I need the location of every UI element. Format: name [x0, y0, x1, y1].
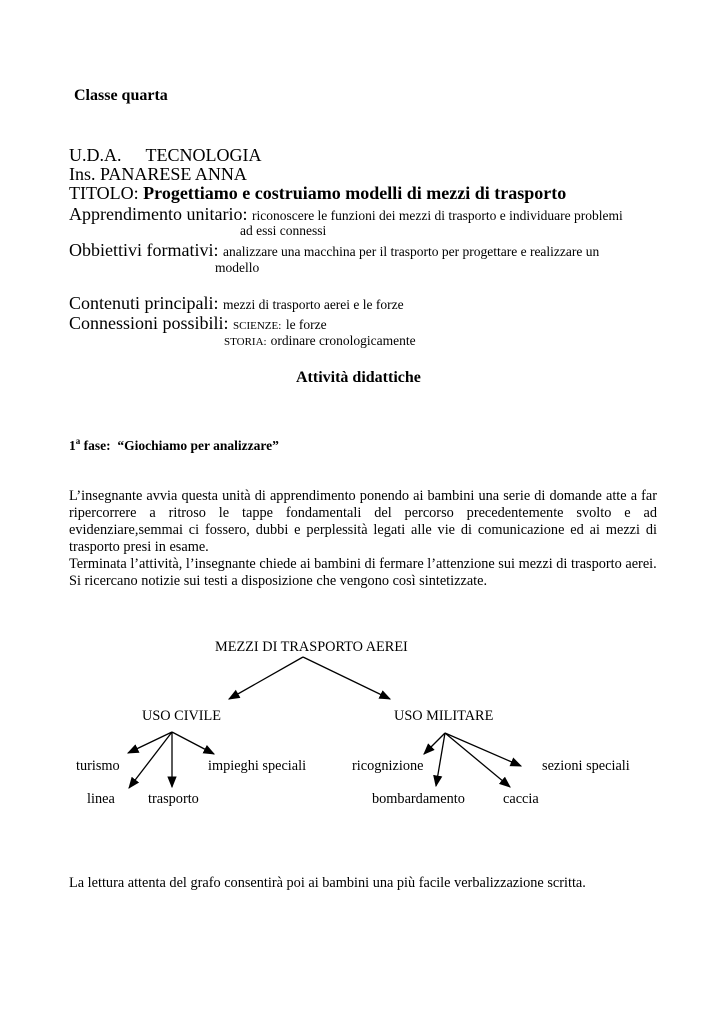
learning-value: riconoscere le funzioni dei mezzi di trasporto e individuare problemi — [251, 208, 623, 223]
node-sezioni-speciali: sezioni speciali — [542, 758, 630, 774]
objectives-label: Obbiettivi formativi: — [69, 240, 219, 260]
paragraph-2: Terminata l’attività, l’insegnante chiede ai bambini di fermare l’attenzione sui mezzi di trasporto aerei. — [69, 556, 657, 572]
node-root: MEZZI DI TRASPORTO AEREI — [215, 639, 408, 655]
arrow-root-to-military — [303, 657, 390, 699]
arrow-civil-to-impieghi — [172, 732, 214, 754]
connection-subject-science: SCIENZE: — [233, 320, 282, 332]
learning-label: Apprendimento unitario: — [69, 204, 248, 224]
class-title: Classe quarta — [74, 87, 168, 104]
paragraph-3: Si ricercano notizie sui testi a disposizione che vengono così sintetizzate. — [69, 573, 488, 589]
title-value: Progettiamo e costruiamo modelli di mezzi di trasporto — [143, 183, 567, 203]
contents-value: mezzi di trasporto aerei e le forze — [222, 297, 404, 312]
phase-superscript: a — [75, 436, 81, 446]
connections-label: Connessioni possibili: — [69, 313, 229, 333]
uda-value: TECNOLOGIA — [145, 145, 262, 165]
connection-text-history: ordinare cronologicamente — [270, 333, 416, 348]
node-turismo: turismo — [76, 758, 120, 774]
arrow-root-to-civil — [229, 657, 303, 699]
section-title: Attività didattiche — [296, 369, 421, 386]
node-linea: linea — [87, 791, 115, 807]
paragraph-1: L’insegnante avvia questa unità di apprendimento ponendo ai bambini una serie di domande atte a far ripercorrere a ritroso le tappe fondamentali del percorso precedentemente svolto e ad evidenziare,semmai ci fossero, dubbi e perplessità legati alle vie di comunicazione ed ai mezzi di trasporto presi in esame. — [69, 488, 657, 555]
objectives-value: analizzare una macchina per il trasporto per progettare e realizzare un — [222, 244, 600, 259]
contents-label: Contenuti principali: — [69, 293, 219, 313]
closing-text: La lettura attenta del grafo consentirà poi ai bambini una più facile verbalizzazione scritta. — [69, 875, 586, 891]
phase-title: “Giochiamo per analizzare” — [117, 438, 279, 453]
objectives-value-cont: modello — [215, 260, 260, 275]
teacher-name: Ins. PANARESE ANNA — [69, 164, 247, 184]
arrow-civil-to-linea — [129, 732, 172, 788]
uda-label: U.D.A. — [69, 145, 122, 165]
node-civil: USO CIVILE — [142, 708, 222, 724]
connection-text-science: le forze — [285, 317, 327, 332]
node-impieghi-speciali: impieghi speciali — [208, 758, 307, 774]
node-military: USO MILITARE — [394, 708, 494, 724]
node-trasporto: trasporto — [148, 791, 199, 807]
phase-number: 1 — [69, 438, 76, 453]
arrow-military-to-caccia — [445, 733, 510, 787]
connection-subject-history: STORIA: — [224, 336, 267, 348]
arrow-civil-to-turismo — [128, 732, 172, 753]
title-label: TITOLO: — [69, 183, 139, 203]
learning-value-cont: ad essi connessi — [240, 223, 327, 238]
phase-label: fase: — [83, 438, 111, 453]
node-bombardamento: bombardamento — [372, 791, 465, 807]
node-ricognizione: ricognizione — [352, 758, 424, 774]
arrow-military-to-sezioni — [445, 733, 521, 766]
node-caccia: caccia — [503, 791, 539, 807]
